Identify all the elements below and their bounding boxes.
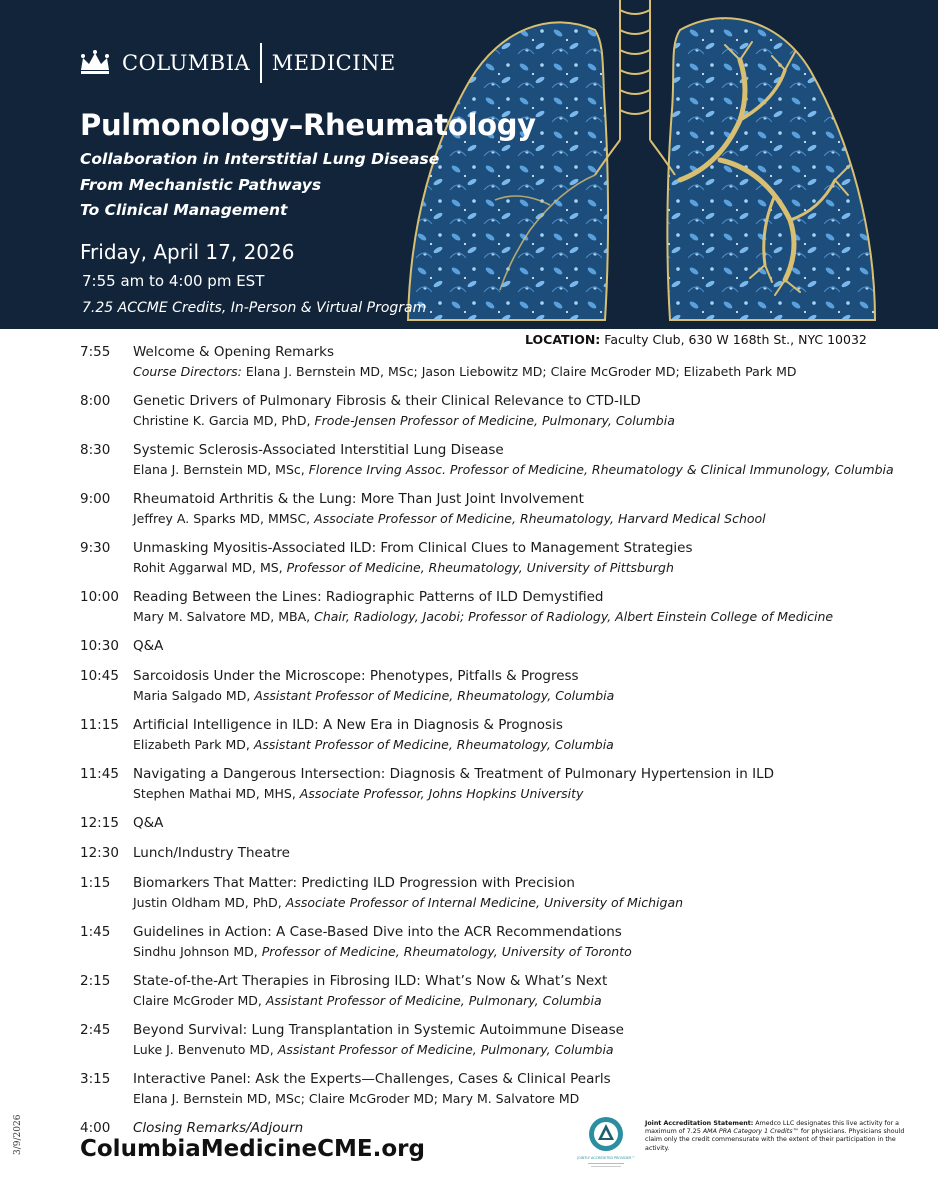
event-date: Friday, April 17, 2026 (80, 240, 295, 264)
agenda-item (80, 873, 930, 912)
agenda-speaker: Rohit Aggarwal MD, MS, (133, 560, 283, 575)
agenda-time: 2:15 (80, 973, 111, 989)
agenda-time: 10:30 (80, 638, 119, 654)
agenda-time: 9:00 (80, 491, 111, 507)
event-credits: 7.25 ACCME Credits, In-Person & Virtual Program (82, 300, 427, 316)
agenda-row (80, 843, 930, 863)
agenda-row (80, 813, 930, 833)
agenda-title: Unmasking Myositis-Associated ILD: From Clinical Clues to Management Strategies (133, 540, 693, 556)
agenda-row (80, 873, 930, 893)
agenda-role: Professor of Medicine, Rheumatology, University of Pittsburgh (286, 560, 674, 575)
agenda-title: Rheumatoid Arthritis & the Lung: More Than Just Joint Involvement (133, 491, 584, 507)
agenda-title: Genetic Drivers of Pulmonary Fibrosis & their Clinical Relevance to CTD-ILD (133, 393, 641, 409)
agenda-title: Q&A (133, 815, 164, 831)
subtitle-line-3: To Clinical Management (80, 201, 288, 219)
agenda-row (80, 764, 930, 784)
agenda-speaker: Jeffrey A. Sparks MD, MMSC, (133, 511, 311, 526)
agenda-title: Systemic Sclerosis-Associated Interstitial Lung Disease (133, 442, 504, 458)
agenda-item (80, 391, 930, 430)
agenda-time: 4:00 (80, 1120, 111, 1136)
agenda-role: Associate Professor, Johns Hopkins University (299, 786, 584, 801)
agenda-time: 11:15 (80, 717, 119, 733)
agenda-item (80, 440, 930, 479)
agenda-speaker-line (80, 362, 930, 381)
agenda-role: Course Directors: (133, 364, 242, 379)
agenda-row (80, 587, 930, 607)
agenda-role: Florence Irving Assoc. Professor of Medicine, Rheumatology & Clinical Immunology, Columbia (308, 462, 894, 477)
agenda-time: 9:30 (80, 540, 111, 556)
agenda-title: Guidelines in Action: A Case-Based Dive into the ACR Recommendations (133, 924, 622, 940)
provider-label: JOINTLY ACCREDITED PROVIDER™ (577, 1156, 635, 1160)
agenda-title: Q&A (133, 638, 164, 654)
agenda-speaker-line (80, 460, 930, 479)
agenda-row (80, 636, 930, 656)
agenda-speaker: Justin Oldham MD, PhD, (133, 895, 282, 910)
agenda-speaker-line (80, 607, 930, 626)
agenda-title: Welcome & Opening Remarks (133, 344, 334, 360)
agenda-speaker-line (80, 784, 930, 803)
agenda-time: 3:15 (80, 1071, 111, 1087)
agenda-speaker: Maria Salgado MD, (133, 688, 251, 703)
agenda-list (80, 342, 930, 1148)
agenda-row (80, 971, 930, 991)
agenda-item (80, 636, 930, 656)
agenda-row (80, 440, 930, 460)
agenda-item (80, 922, 930, 961)
agenda-title: Artificial Intelligence in ILD: A New Era in Diagnosis & Prognosis (133, 717, 563, 733)
agenda-title: State-of-the-Art Therapies in Fibrosing ILD: What’s Now & What’s Next (133, 973, 608, 989)
accreditation-body-2: for physicians. Physicians should claim only the credit commensurate with the extent of their participation in the activity. (645, 1128, 905, 1152)
lungs-illustration (380, 0, 900, 335)
agenda-role: Professor of Medicine, Rheumatology, University of Toronto (261, 944, 632, 959)
brand-divider (260, 43, 262, 83)
agenda-speaker: Sindhu Johnson MD, (133, 944, 258, 959)
agenda-row (80, 715, 930, 735)
agenda-speaker-line (80, 991, 930, 1010)
agenda-speaker: Mary M. Salvatore MD, MBA, (133, 609, 311, 624)
agenda-title: Closing Remarks/Adjourn (133, 1120, 304, 1136)
agenda-speaker-line (80, 1040, 930, 1059)
agenda-time: 12:30 (80, 845, 119, 861)
agenda-item (80, 666, 930, 705)
agenda-title: Navigating a Dangerous Intersection: Diagnosis & Treatment of Pulmonary Hypertension in ILD (133, 766, 775, 782)
agenda-title: Interactive Panel: Ask the Experts—Challenges, Cases & Clinical Pearls (133, 1071, 611, 1087)
agenda-item (80, 1069, 930, 1108)
agenda-speaker-line (80, 686, 930, 705)
jointly-accredited-provider-logo (577, 1114, 635, 1170)
agenda-row (80, 1069, 930, 1089)
agenda-role: Associate Professor of Medicine, Rheumatology, Harvard Medical School (314, 511, 766, 526)
page-title: Pulmonology–Rheumatology (80, 108, 536, 142)
columbia-medicine-logo (78, 43, 396, 83)
brand-medicine: MEDICINE (271, 51, 396, 75)
website-link[interactable]: ColumbiaMedicineCME.org (80, 1136, 425, 1162)
agenda-item (80, 489, 930, 528)
agenda-time: 10:00 (80, 589, 119, 605)
agenda-names: Elana J. Bernstein MD, MSc; Jason Liebowitz MD; Claire McGroder MD; Elizabeth Park MD (245, 364, 797, 379)
agenda-speaker-line (80, 893, 930, 912)
agenda-title: Biomarkers That Matter: Predicting ILD Progression with Precision (133, 875, 575, 891)
subtitle-line-1: Collaboration in Interstitial Lung Disease (80, 150, 440, 168)
agenda-speaker-line (80, 735, 930, 754)
agenda-speaker-line (80, 942, 930, 961)
agenda-title: Reading Between the Lines: Radiographic Patterns of ILD Demystified (133, 589, 604, 605)
agenda-role: Frode-Jensen Professor of Medicine, Pulmonary, Columbia (314, 413, 675, 428)
agenda-item (80, 813, 930, 833)
agenda-row (80, 342, 930, 362)
agenda-role: Assistant Professor of Medicine, Pulmonary, Columbia (277, 1042, 614, 1057)
agenda-row (80, 1020, 930, 1040)
agenda-item (80, 1020, 930, 1059)
agenda-speaker-line (80, 1089, 930, 1108)
agenda-role: Associate Professor of Internal Medicine, University of Michigan (285, 895, 684, 910)
agenda-item (80, 538, 930, 577)
location-label: LOCATION: (525, 332, 601, 347)
agenda-title: Sarcoidosis Under the Microscope: Phenotypes, Pitfalls & Progress (133, 668, 579, 684)
agenda-time: 2:45 (80, 1022, 111, 1038)
agenda-time: 8:00 (80, 393, 111, 409)
agenda-speaker: Elana J. Bernstein MD, MSc; Claire McGroder MD; Mary M. Salvatore MD (133, 1091, 580, 1106)
agenda-time: 7:55 (80, 344, 111, 360)
agenda-time: 12:15 (80, 815, 119, 831)
brand-columbia: COLUMBIA (122, 51, 251, 75)
agenda-time: 10:45 (80, 668, 119, 684)
header-banner (0, 0, 938, 329)
agenda-time: 8:30 (80, 442, 111, 458)
agenda-title: Beyond Survival: Lung Transplantation in Systemic Autoimmune Disease (133, 1022, 624, 1038)
agenda-speaker-line (80, 509, 930, 528)
agenda-title: Lunch/Industry Theatre (133, 845, 290, 861)
agenda-speaker-line (80, 411, 930, 430)
agenda-row (80, 489, 930, 509)
agenda-speaker: Elana J. Bernstein MD, MSc, (133, 462, 305, 477)
agenda-time: 11:45 (80, 766, 119, 782)
agenda-speaker: Claire McGroder MD, (133, 993, 262, 1008)
subtitle-line-2: From Mechanistic Pathways (80, 176, 322, 194)
agenda-speaker: Stephen Mathai MD, MHS, (133, 786, 296, 801)
agenda-role: Assistant Professor of Medicine, Pulmonary, Columbia (265, 993, 602, 1008)
agenda-speaker-line (80, 558, 930, 577)
agenda-role: Assistant Professor of Medicine, Rheumatology, Columbia (253, 737, 614, 752)
agenda-item (80, 587, 930, 626)
accreditation-body-1: Amedco LLC designates this live activity for a maximum of 7.25 (645, 1120, 900, 1136)
agenda-item (80, 843, 930, 863)
agenda-row (80, 391, 930, 411)
accreditation-credit: AMA PRA Category 1 Credits™ (702, 1128, 799, 1136)
agenda-speaker: Elizabeth Park MD, (133, 737, 250, 752)
agenda-role: Assistant Professor of Medicine, Rheumatology, Columbia (254, 688, 615, 703)
event-time: 7:55 am to 4:00 pm EST (82, 272, 265, 290)
agenda-item (80, 342, 930, 381)
agenda-time: 1:45 (80, 924, 111, 940)
agenda-row (80, 538, 930, 558)
agenda-speaker: Christine K. Garcia MD, PhD, (133, 413, 311, 428)
accreditation-statement (645, 1120, 905, 1153)
location-value: Faculty Club, 630 W 168th St., NYC 10032 (604, 332, 867, 347)
agenda-speaker: Luke J. Benvenuto MD, (133, 1042, 274, 1057)
agenda-item (80, 971, 930, 1010)
agenda-time: 1:15 (80, 875, 111, 891)
agenda-role: Chair, Radiology, Jacobi; Professor of Radiology, Albert Einstein College of Medicine (314, 609, 834, 624)
agenda-item (80, 764, 930, 803)
agenda-row (80, 922, 930, 942)
agenda-row (80, 666, 930, 686)
revision-date: 3/9/2026 (13, 1114, 23, 1155)
crown-icon (78, 50, 112, 76)
accreditation-heading: Joint Accreditation Statement: (645, 1120, 754, 1127)
agenda-item (80, 715, 930, 754)
